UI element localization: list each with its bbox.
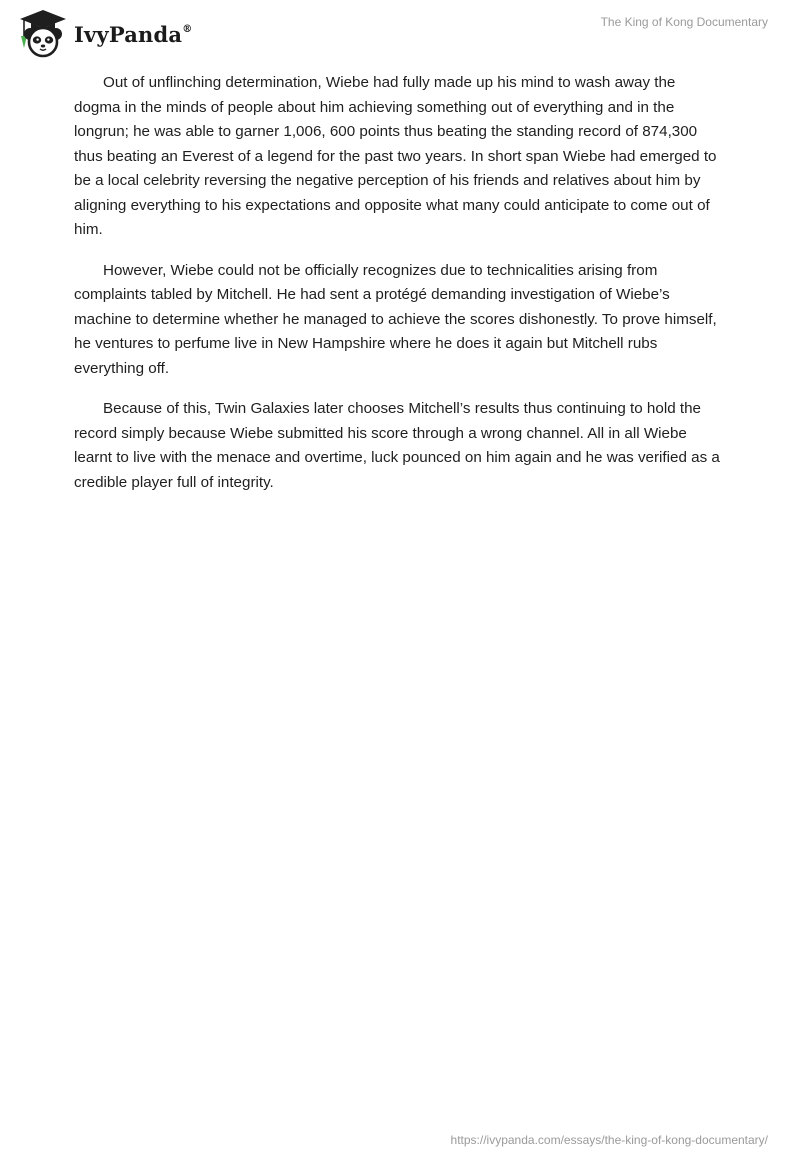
source-url-link[interactable]: https://ivypanda.com/essays/the-king-of-kong-documentary/: [450, 1133, 768, 1147]
essay-body: [74, 71, 726, 511]
document-title: The King of Kong Documentary: [600, 15, 768, 29]
page-header: [0, 0, 800, 64]
panda-graduate-icon: [14, 8, 72, 58]
brand-name: IvyPanda®: [74, 21, 193, 47]
essay-paragraph-2: However, Wiebe could not be officially recognizes due to technicalities arising from complaints tabled by Mitchell. He had sent a protégé demanding investigation of Wiebe’s machine to determine whether he managed to achieve the scores dishonestly. To prove himself, he ventures to perfume live in New Hampshire where he does it again but Mitchell rubs everything off.: [74, 261, 717, 377]
registered-mark: ®: [182, 23, 193, 35]
essay-paragraph-3: Because of this, Twin Galaxies later chooses Mitchell’s results thus continuing to hold the record simply because Wiebe submitted his score through a wrong channel. All in all Wiebe learnt to live with the menace and overtime, luck pounced on him again and he was verified as a credible player full of integrity.: [74, 400, 720, 491]
ivypanda-logo[interactable]: [14, 8, 192, 58]
essay-paragraph-1: Out of unflinching determination, Wiebe had fully made up his mind to wash away the dogma in the minds of people about him achieving something out of everything and in the longrun; he was able to garner 1,006, 600 points thus beating the standing record of 874,300 thus beating an Everest of a legend for the past two years. In short span Wiebe had emerged to be a local celebrity reversing the negative perception of his friends and relatives about him by aligning everything to his expectations and opposite what many could anticipate to come out of him.: [74, 74, 717, 238]
